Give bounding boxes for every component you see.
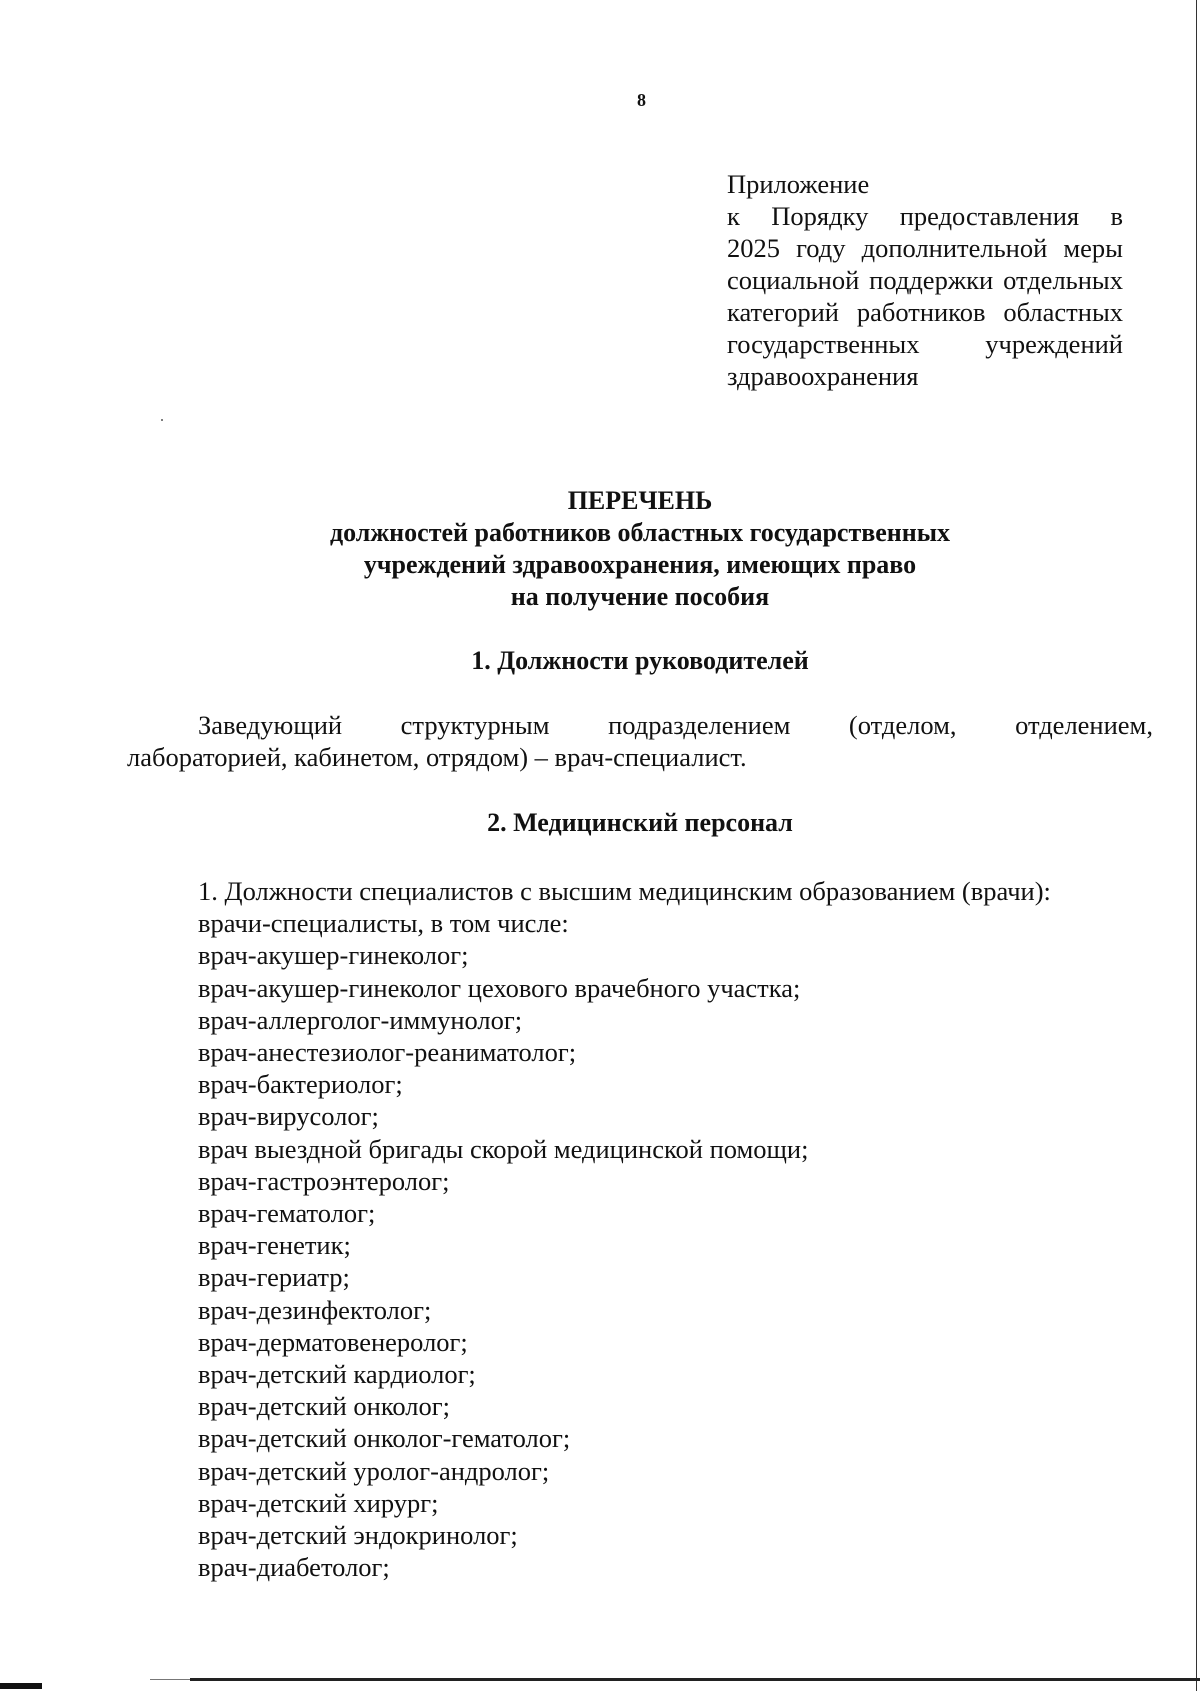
appendix-word: здравоохранения <box>727 361 919 391</box>
list-item: врач-дерматовенеролог; <box>198 1326 468 1357</box>
appendix-line <box>727 296 1123 328</box>
list-item: 1. Должности специалистов с высшим медицинским образованием (врачи): <box>198 876 1051 906</box>
appendix-word: отдельных <box>1003 265 1123 295</box>
appendix-word: Порядку <box>771 201 869 231</box>
document-subtitle-line: должностей работников областных государственных <box>329 518 951 547</box>
appendix-word: 2025 <box>727 233 780 263</box>
page-number: 8 <box>637 90 646 110</box>
appendix-word: дополнительной <box>861 233 1048 263</box>
document-subtitle-line: на получение пособия <box>510 582 770 611</box>
paragraph-word: Заведующий <box>198 710 343 740</box>
appendix-word: государственных <box>727 329 920 359</box>
list-item: врач-детский эндокринолог; <box>198 1520 518 1551</box>
list-item: врач-гематолог; <box>198 1198 376 1229</box>
list-item: врач-детский онколог-гематолог; <box>198 1423 571 1454</box>
list-item: врач-анестезиолог-реаниматолог; <box>198 1037 577 1068</box>
appendix-word: поддержки <box>869 265 994 295</box>
list-item: врач-бактериолог; <box>198 1069 403 1100</box>
appendix-line <box>727 264 1123 296</box>
list-item: врач-акушер-гинеколог цехового врачебного участка; <box>198 972 801 1003</box>
list-item: врач-детский онколог; <box>198 1391 450 1422</box>
appendix-word: к <box>727 201 740 231</box>
appendix-title: Приложение <box>727 169 870 199</box>
list-item: врач-гериатр; <box>198 1262 350 1293</box>
appendix-line <box>727 328 1123 360</box>
section-1-title: 1. Должности руководителей <box>471 646 809 675</box>
list-item: врач-генетик; <box>198 1230 351 1261</box>
list-item: врач-акушер-гинеколог; <box>198 940 469 971</box>
appendix-word: предоставления <box>899 201 1080 231</box>
list-item: врач выездной бригады скорой медицинской помощи; <box>198 1133 809 1164</box>
paragraph-word: подразделением <box>608 710 791 740</box>
bottom-rule-faint <box>150 1679 190 1680</box>
paragraph-word: отделением, <box>1015 710 1153 740</box>
page-right-edge <box>1196 0 1197 1691</box>
scan-corner-mark <box>0 1683 42 1689</box>
list-item: врач-вирусолог; <box>198 1101 379 1132</box>
positions-list <box>198 875 1051 1583</box>
document-heading <box>120 485 1160 613</box>
paragraph-word: (отделом, <box>848 710 957 740</box>
paragraph-word: структурным <box>400 710 550 740</box>
list-item: врач-аллерголог-иммунолог; <box>198 1004 523 1035</box>
section-1-paragraph-line <box>198 709 1153 741</box>
scan-speck <box>161 419 163 421</box>
appendix-word: году <box>796 233 846 263</box>
list-item: врач-гастроэнтеролог; <box>198 1165 450 1196</box>
bottom-rule <box>190 1678 1200 1681</box>
list-item: врач-детский хирург; <box>198 1487 439 1518</box>
appendix-word: социальной <box>727 265 860 295</box>
document-subtitle-line: учреждений здравоохранения, имеющих право <box>363 550 917 579</box>
list-item: врач-детский уролог-андролог; <box>198 1455 550 1486</box>
list-item: врач-дезинфектолог; <box>198 1294 432 1325</box>
section-2-title: 2. Медицинский персонал <box>487 808 793 837</box>
appendix-word: категорий <box>727 297 839 327</box>
appendix-word: областных <box>1003 297 1123 327</box>
appendix-word: работников <box>856 297 986 327</box>
appendix-line <box>727 232 1123 264</box>
appendix-word: учреждений <box>985 329 1123 359</box>
appendix-word: меры <box>1063 233 1123 263</box>
appendix-word: в <box>1110 201 1123 231</box>
list-item: врач-детский кардиолог; <box>198 1359 476 1390</box>
appendix-line <box>727 200 1123 232</box>
document-title: ПЕРЕЧЕНЬ <box>567 486 713 515</box>
list-item: врачи-специалисты, в том числе: <box>198 908 569 939</box>
section-1-paragraph-continuation: лабораторией, кабинетом, отрядом) – врач-специалист. <box>127 742 747 772</box>
list-item: врач-диабетолог; <box>198 1552 390 1583</box>
appendix-block <box>727 168 1123 392</box>
